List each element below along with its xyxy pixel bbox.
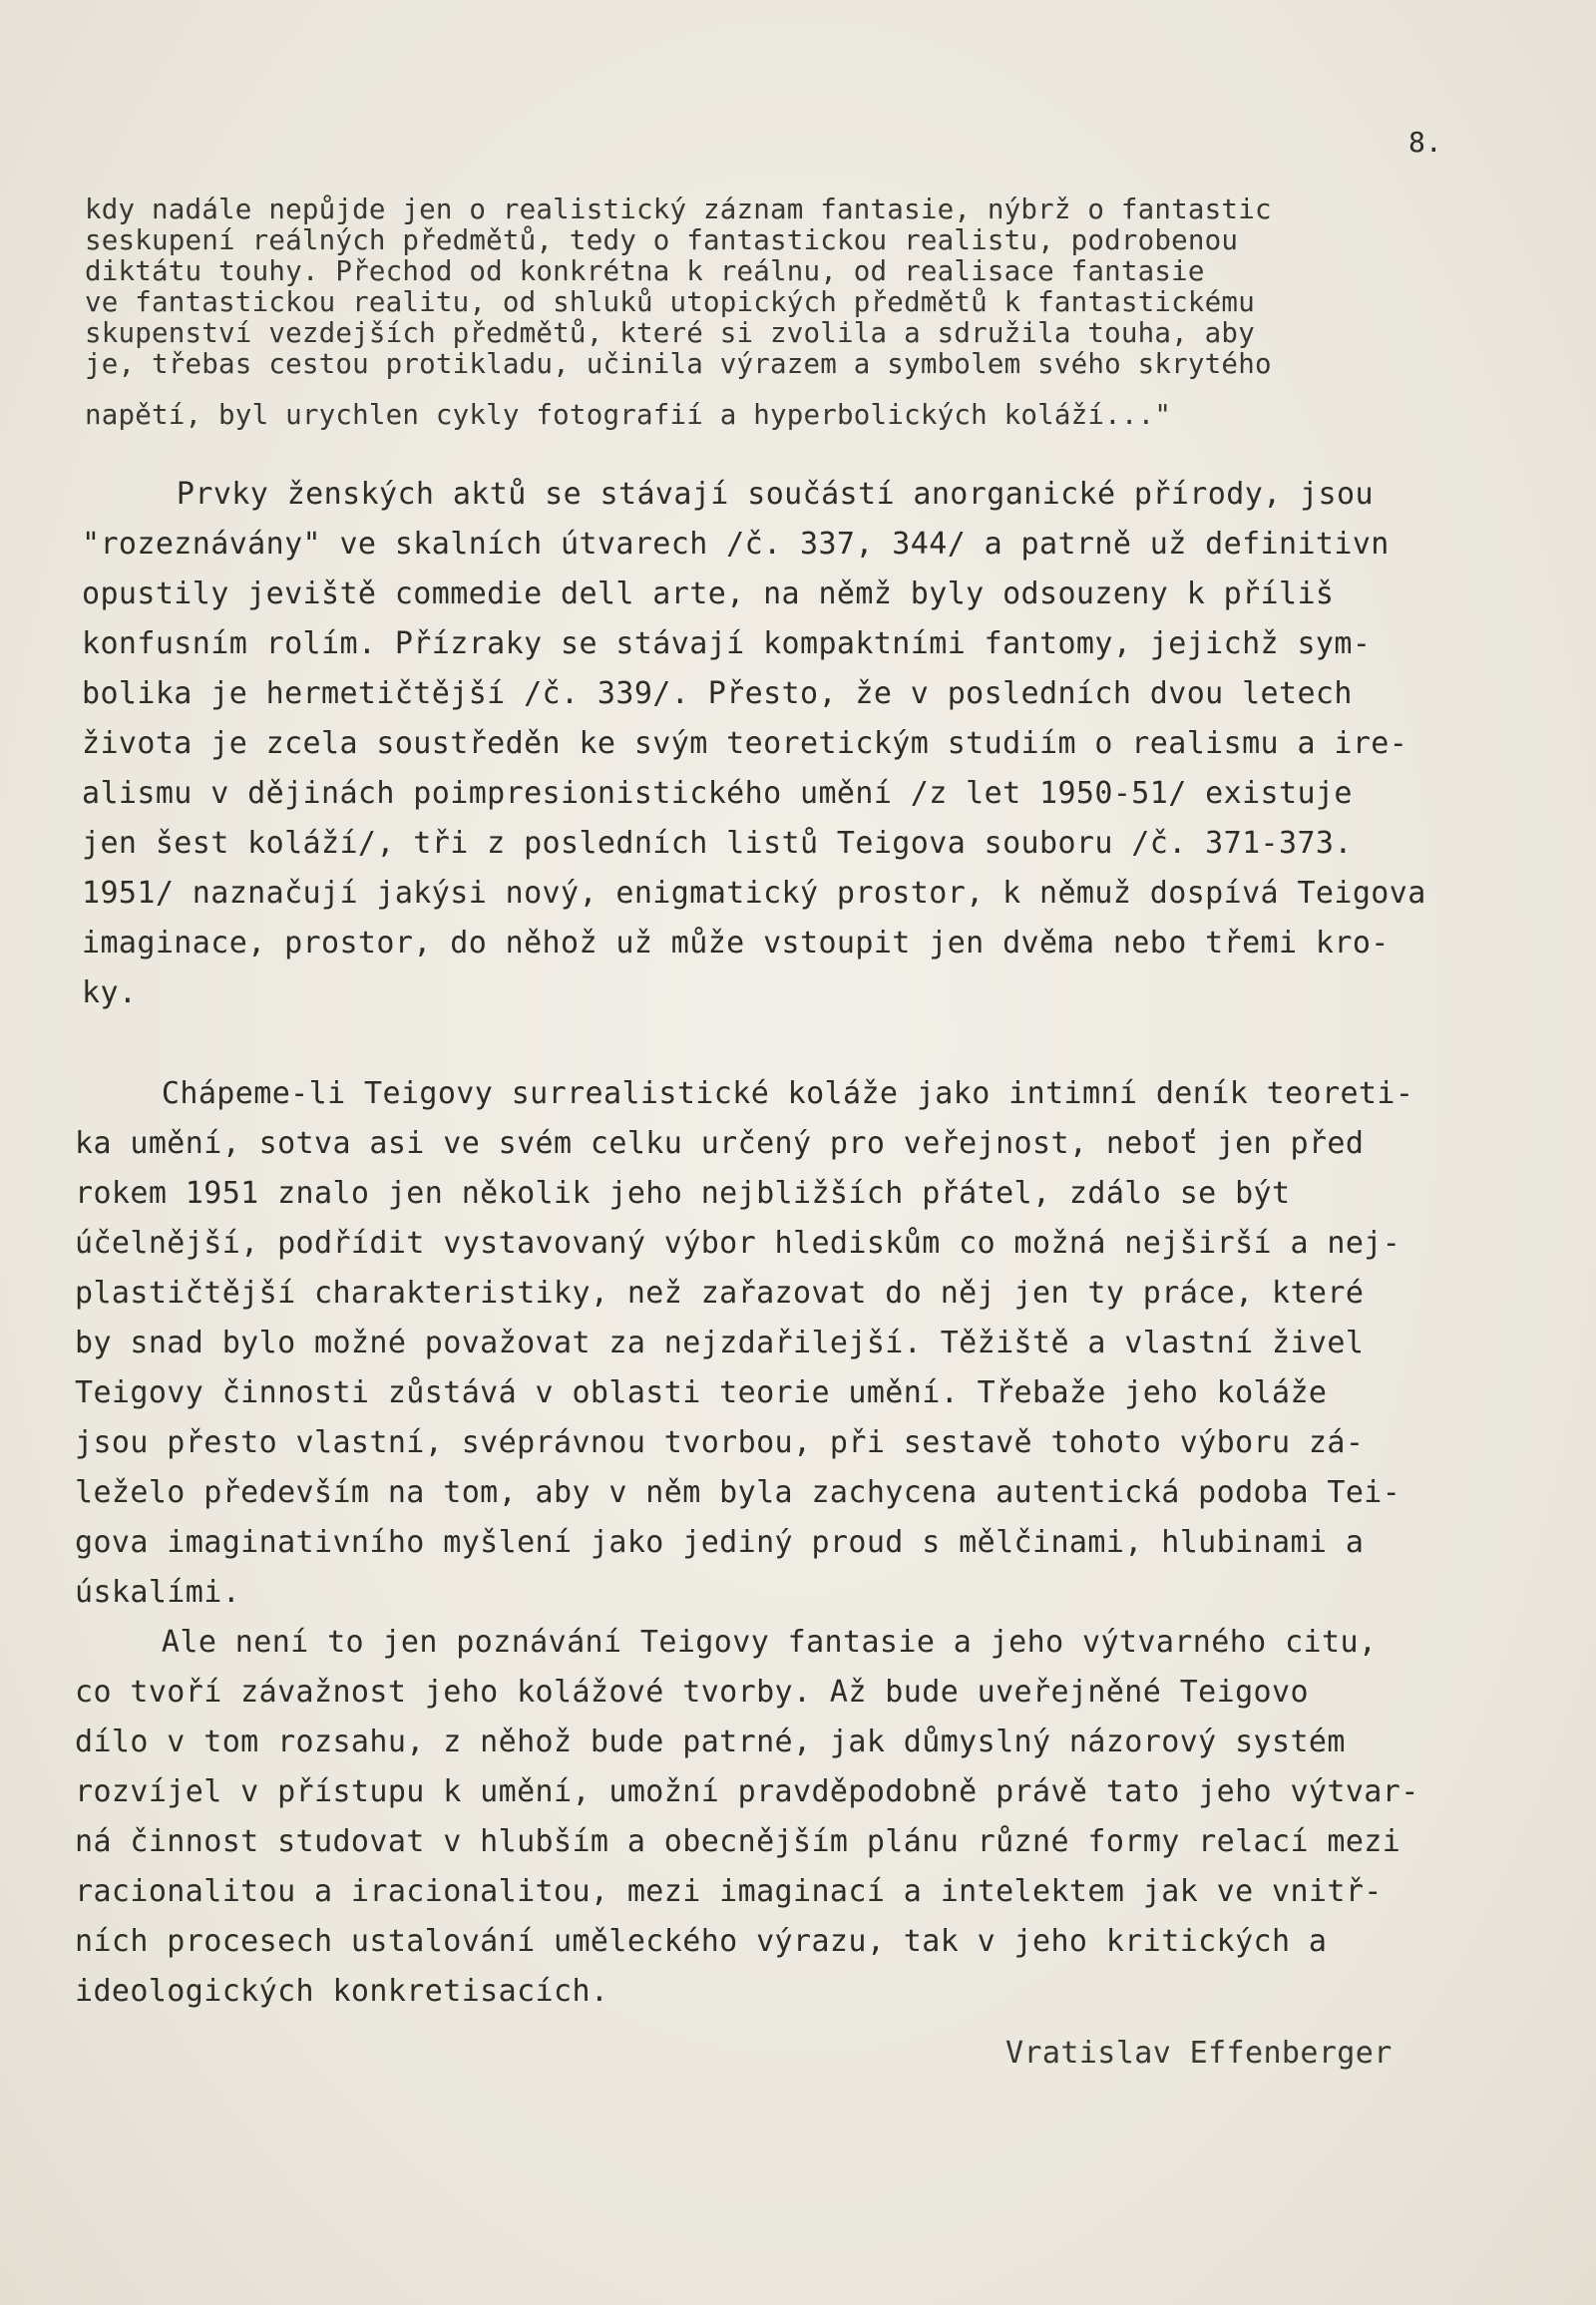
- paragraph-line: úskalími.: [75, 1575, 241, 1610]
- paragraph-line: dílo v tom rozsahu, z něhož bude patrné, jak důmyslný názorový systém: [75, 1725, 1346, 1759]
- paragraph-line: bolika je hermetičtější /č. 339/. Přesto, že v posledních dvou letech: [82, 676, 1353, 711]
- quote-line: ve fantastickou realitu, od shluků utopických předmětů k fantastickému: [85, 286, 1255, 318]
- paragraph-line: ná činnost studovat v hlubším a obecnějším plánu různé formy relací mezi: [75, 1824, 1401, 1859]
- paragraph-line: gova imaginativního myšlení jako jediný proud s mělčinami, hlubinami a: [75, 1525, 1365, 1560]
- paragraph-line: alismu v dějinách poimpresionistického umění /z let 1950-51/ existuje: [82, 776, 1353, 811]
- quote-line: skupenství vezdejších předmětů, které si zvolila a sdružila touha, aby: [85, 317, 1255, 349]
- paragraph-line: Chápeme-li Teigovy surrealistické koláže jako intimní deník teoreti-: [125, 1076, 1414, 1111]
- paragraph-line: Teigovy činnosti zůstává v oblasti teorie umění. Třebaže jeho koláže: [75, 1375, 1328, 1410]
- paragraph-line: co tvoří závažnost jeho kolážové tvorby. Až bude uveřejněné Teigovo: [75, 1675, 1309, 1710]
- paragraph-line: Ale není to jen poznávání Teigovy fantasie a jeho výtvarného citu,: [125, 1625, 1378, 1660]
- paragraph-line: "rozeznávány" ve skalních útvarech /č. 337, 344/ a patrně už definitivn: [82, 527, 1390, 562]
- paragraph-line: života je zcela soustředěn ke svým teoretickým studiím o realismu a ire-: [82, 726, 1408, 761]
- paragraph-line: opustily jeviště commedie dell arte, na němž byly odsouzeny k příliš: [82, 576, 1335, 611]
- paragraph-line: účelnější, podřídit vystavovaný výbor hlediskům co možná nejširší a nej-: [75, 1226, 1401, 1261]
- paragraph-line: ka umění, sotva asi ve svém celku určený pro veřejnost, neboť jen před: [75, 1126, 1365, 1161]
- paragraph-line: ideologických konkretisacích.: [75, 1974, 609, 2009]
- page-number: 8.: [1408, 126, 1442, 159]
- paragraph-line: leželo především na tom, aby v něm byla zachycena autentická podoba Tei-: [75, 1475, 1401, 1510]
- paragraph-line: plastičtější charakteristiky, než zařazovat do něj jen ty práce, které: [75, 1276, 1365, 1311]
- paragraph-line: racionalitou a iracionalitou, mezi imaginací a intelektem jak ve vnitř-: [75, 1874, 1383, 1909]
- quote-line: kdy nadále nepůjde jen o realistický záznam fantasie, nýbrž o fantastic: [85, 193, 1272, 225]
- paragraph-line: rokem 1951 znalo jen několik jeho nejbližších přátel, zdálo se být: [75, 1176, 1291, 1211]
- quote-line: napětí, byl urychlen cykly fotografií a hyperbolických koláží...": [85, 399, 1172, 431]
- author-signature: Vratislav Effenberger: [1005, 2036, 1393, 2071]
- paragraph-line: rozvíjel v přístupu k umění, umožní pravděpodobně právě tato jeho výtvar-: [75, 1774, 1419, 1809]
- paragraph-line: 1951/ naznačují jakýsi nový, enigmatický prostor, k němuž dospívá Teigova: [82, 876, 1426, 911]
- paragraph-line: jsou přesto vlastní, svéprávnou tvorbou, při sestavě tohoto výboru zá-: [75, 1425, 1365, 1460]
- paragraph-line: ních procesech ustalování uměleckého výrazu, tak v jeho kritických a: [75, 1924, 1328, 1959]
- quote-line: diktátu touhy. Přechod od konkrétna k reálnu, od realisace fantasie: [85, 255, 1205, 287]
- paragraph-line: ky.: [82, 975, 138, 1010]
- quote-line: je, třebas cestou protikladu, učinila výrazem a symbolem svého skrytého: [85, 348, 1272, 380]
- paragraph-line: konfusním rolím. Přízraky se stávají kompaktními fantomy, jejichž sym-: [82, 626, 1372, 661]
- paragraph-line: by snad bylo možné považovat za nejzdařilejší. Těžiště a vlastní živel: [75, 1326, 1365, 1360]
- paragraph-line: imaginace, prostor, do něhož už může vstoupit jen dvěma nebo třemi kro-: [82, 926, 1390, 960]
- quote-line: seskupení reálných předmětů, tedy o fantastickou realistu, podrobenou: [85, 224, 1239, 256]
- paragraph-line: jen šest koláží/, tři z posledních listů Teigova souboru /č. 371-373.: [82, 826, 1353, 861]
- paragraph-line: Prvky ženských aktů se stávají součástí anorganické přírody, jsou: [140, 477, 1374, 512]
